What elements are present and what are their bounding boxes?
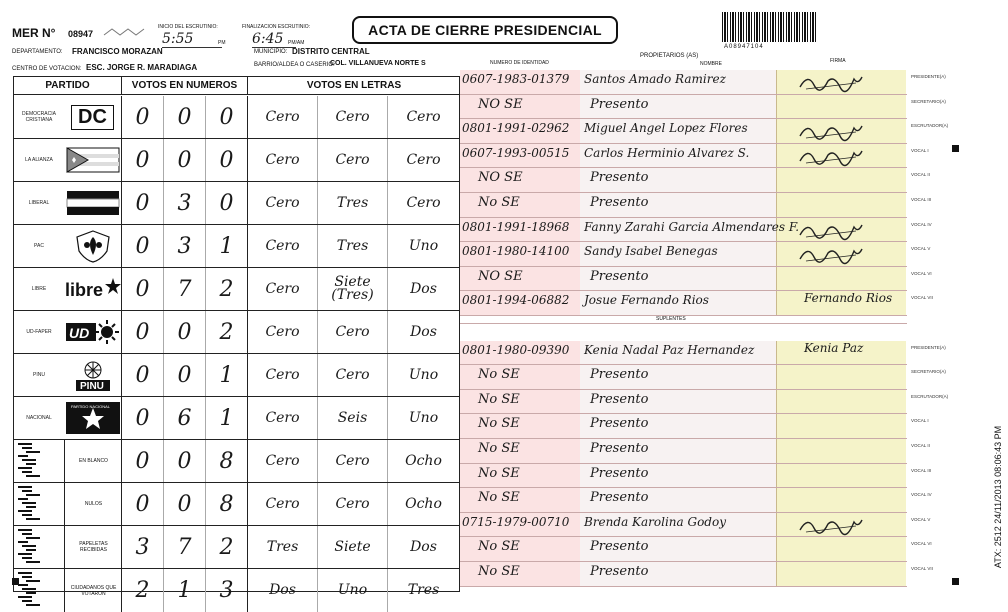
word-cell: Cero [406, 151, 441, 168]
vote-row [14, 397, 459, 440]
member-absent-note: Presento [590, 170, 649, 186]
signature-cell [776, 193, 906, 217]
word-cell: Tres [318, 182, 388, 224]
signature-icon [796, 219, 866, 246]
name-column-label: NOMBRE [700, 61, 722, 67]
registration-mark [952, 145, 959, 152]
digit-cell: 0 [122, 440, 164, 482]
digit-cell: 0 [122, 182, 164, 224]
word-cell: Dos [248, 569, 318, 612]
digit-cell: 8 [206, 440, 248, 482]
vote-table [13, 76, 460, 603]
word-cell: Cero [318, 354, 388, 396]
word-cell: Cero [406, 194, 441, 211]
end-label: FINALIZACION ESCRUTINIO: [242, 24, 311, 30]
vote-row [14, 440, 459, 483]
party-name: UD-FAPER [26, 329, 52, 335]
liberal-flag-icon [66, 188, 120, 218]
suplentes-divider [460, 316, 907, 324]
start-label: INICIO DEL ESCRUTINIO: [158, 24, 218, 30]
word-cell: Cero [318, 311, 388, 353]
member-name: Sandy Isabel Benegas [584, 244, 718, 259]
side-barcode [14, 526, 64, 568]
member-name: Carlos Herminio Alvarez S. [584, 145, 750, 160]
col-party-header: PARTIDO [14, 77, 122, 95]
member-absent-mark: No SE [478, 195, 520, 210]
word-cell: Uno [408, 409, 439, 426]
digit-cell: 2 [122, 569, 164, 612]
department-value: FRANCISCO MORAZAN [72, 47, 163, 56]
member-absent-note: Presento [590, 564, 649, 579]
signature-icon [796, 71, 866, 98]
member-role: ESCRUTADOR(A) [911, 123, 949, 129]
vote-row [14, 569, 459, 612]
digit-cell: 0 [122, 225, 164, 267]
digit-cell: 0 [206, 182, 248, 224]
word-cell: Cero [318, 483, 388, 525]
member-row [460, 439, 930, 464]
word-cell: Uno [408, 237, 439, 254]
doc-column-label: NUMERO DE IDENTIDAD [490, 60, 549, 66]
party-name: NACIONAL [26, 415, 52, 421]
digit-cell: 0 [122, 268, 164, 310]
member-role: SECRETARIO(A) [911, 369, 946, 375]
signature-cell [776, 537, 906, 561]
word-cell: Cero [318, 139, 388, 181]
special-row-label: EN BLANCO [64, 440, 122, 482]
member-absent-mark: NO SE [478, 170, 523, 186]
word-cell: Cero [248, 354, 318, 396]
pac-shield-icon [73, 229, 113, 263]
digit-cell: 6 [164, 397, 206, 439]
party-logo-icon [64, 315, 121, 349]
member-role: VOCAL IV [911, 221, 932, 227]
word-cell: Siete [318, 526, 388, 568]
signature-cell [776, 562, 906, 586]
digit-cell: 0 [206, 139, 248, 181]
svg-text:UD: UD [68, 325, 89, 341]
word-cell: Cero [248, 397, 318, 439]
word-cell: Cero [248, 182, 318, 224]
owners-column-label: PROPIETARIOS (AS) [640, 53, 699, 59]
signature-cell [776, 414, 906, 438]
vote-row [14, 526, 459, 569]
word-cell: Cero [248, 225, 318, 267]
party-logo-icon [64, 272, 121, 306]
party-name: LIBRE [31, 286, 47, 292]
party-cell [14, 397, 122, 439]
member-role: SECRETARIO(A) [911, 98, 946, 104]
member-absent-note: Presento [590, 195, 649, 210]
word-cell: Cero [248, 483, 318, 525]
member-identity: 0607-1993-00515 [462, 145, 570, 160]
word-cell: Cero [248, 440, 318, 482]
digit-cell: 0 [164, 354, 206, 396]
municipality-label: MUNICIPIO: [254, 49, 288, 55]
member-identity: 0607-1983-01379 [462, 72, 570, 86]
member-row [460, 414, 929, 439]
municipality-value: DISTRITO CENTRAL [292, 47, 370, 56]
party-logo-icon [64, 401, 121, 435]
word-cell: Tres [318, 225, 388, 267]
department-label: DEPARTAMENTO: [12, 49, 63, 55]
side-barcode [14, 440, 64, 482]
side-stamp [992, 384, 1004, 610]
word-cell: Tres [248, 526, 318, 568]
member-absent-note: Presento [590, 490, 649, 506]
digit-cell: 2 [206, 268, 248, 310]
signature-icon [796, 145, 866, 172]
end-pm: PM/AM [288, 40, 305, 46]
word-cell: Ocho [405, 452, 442, 469]
word-cell: Dos [410, 538, 437, 555]
party-name: PAC [34, 243, 44, 249]
member-row [460, 95, 946, 120]
member-role: VOCAL I [911, 147, 929, 153]
digit-cell: 2 [206, 526, 248, 568]
barcode-top [722, 12, 818, 42]
registration-mark [12, 578, 19, 585]
start-time: 5:55 [162, 31, 222, 48]
special-row-label: CIUDADANOS QUE VOTARON [64, 569, 122, 612]
party-cell [14, 569, 122, 612]
mark-box [102, 27, 150, 37]
signature-cell [776, 95, 906, 119]
member-absent-mark: No SE [478, 564, 520, 579]
party-cell [14, 526, 122, 568]
digit-cell: 1 [206, 397, 248, 439]
signature-cell [776, 464, 906, 488]
member-row [460, 562, 933, 587]
party-cell [14, 182, 122, 224]
member-name: Santos Amado Ramirez [584, 72, 726, 86]
member-row [460, 513, 931, 538]
member-name: Josue Fernando Rios [584, 293, 709, 308]
digit-cell: 0 [122, 96, 164, 138]
member-row [460, 291, 933, 316]
digit-cell: 0 [164, 483, 206, 525]
member-absent-mark: No SE [478, 391, 520, 407]
party-cell [14, 225, 122, 267]
signature-cell [776, 488, 906, 512]
member-identity: 0801-1980-14100 [462, 244, 570, 259]
digit-cell: 0 [122, 483, 164, 525]
registration-mark [952, 578, 959, 585]
member-row [460, 488, 932, 513]
digit-cell: 3 [206, 569, 248, 612]
member-absent-note: Presento [590, 367, 649, 383]
nacional-logo-text: PARTIDO NACIONAL [70, 404, 110, 409]
party-logo-icon [64, 186, 121, 220]
svg-text:libre: libre [64, 280, 103, 300]
member-role: VOCAL V [911, 246, 931, 252]
member-row [460, 390, 949, 415]
word-cell: Cero [248, 311, 318, 353]
member-row [460, 365, 946, 390]
digit-cell: 0 [164, 96, 206, 138]
party-logo-icon [64, 358, 121, 392]
word-cell: Cero [248, 268, 318, 310]
digit-cell: 0 [122, 397, 164, 439]
member-absent-mark: No SE [478, 539, 520, 555]
party-cell [14, 483, 122, 525]
member-absent-mark: No SE [478, 465, 520, 481]
member-role: VOCAL III [911, 197, 932, 202]
word-cell: Siete (Tres) [318, 268, 388, 310]
member-name: Brenda Karolina Godoy [584, 514, 726, 529]
digit-cell: 3 [122, 526, 164, 568]
digit-cell: 0 [164, 311, 206, 353]
word-cell: Cero [248, 96, 318, 138]
vote-row [14, 268, 459, 311]
center-label: CENTRO DE VOTACION: [12, 66, 82, 72]
word-cell: Uno [318, 569, 388, 612]
digit-cell: 2 [206, 311, 248, 353]
special-row-label: PAPELETAS RECIBIDAS [64, 526, 122, 568]
party-cell [14, 139, 122, 181]
member-identity: 0715-1979-00710 [462, 514, 570, 529]
member-row [460, 340, 946, 366]
side-barcode [14, 483, 64, 525]
member-row [460, 70, 946, 95]
party-cell [14, 311, 122, 353]
member-role: VOCAL II [911, 443, 930, 448]
signature-cell [776, 168, 906, 192]
word-cell: Cero [248, 139, 318, 181]
member-absent-note: Presento [590, 539, 649, 555]
member-absent-mark: No SE [478, 367, 520, 383]
party-logo-icon [64, 143, 121, 177]
member-absent-mark: No SE [478, 490, 520, 506]
digit-cell: 1 [206, 354, 248, 396]
digit-cell: 0 [206, 96, 248, 138]
pinu-logo-icon [68, 358, 118, 392]
digit-cell: 7 [164, 268, 206, 310]
vote-row [14, 311, 459, 354]
vote-row [14, 483, 459, 526]
digit-cell: 3 [164, 182, 206, 224]
start-pm: PM [218, 40, 226, 46]
member-role: VOCAL VI [911, 270, 932, 276]
signature-text: Kenia Paz [804, 340, 864, 355]
vote-row [14, 182, 459, 225]
dc-logo-text: DC [71, 105, 114, 130]
signature-icon [796, 243, 866, 270]
member-role: VOCAL VI [911, 541, 932, 547]
member-identity: 0801-1991-18968 [462, 219, 570, 234]
digit-cell: 3 [164, 225, 206, 267]
word-cell: Cero [318, 440, 388, 482]
member-row [460, 464, 932, 489]
digit-cell: 1 [206, 225, 248, 267]
party-name: LA ALIANZA [25, 157, 53, 163]
member-row [460, 119, 949, 144]
member-identity: 0801-1994-06882 [462, 293, 570, 308]
barrio-label: BARRIO/ALDEA O CASERIO: [254, 62, 335, 68]
member-row [460, 267, 932, 292]
member-role: VOCAL I [911, 418, 929, 424]
party-logo-icon [64, 100, 121, 134]
member-role: PRESIDENTE(A) [911, 344, 946, 350]
party-logo-icon [64, 229, 121, 263]
member-row [460, 218, 932, 243]
member-name: Kenia Nadal Paz Hernandez [584, 342, 755, 357]
digit-cell: 0 [164, 440, 206, 482]
ud-logo-icon [65, 317, 121, 347]
alianza-flag-icon [66, 145, 120, 175]
signature-cell [776, 267, 906, 291]
digit-cell: 0 [122, 139, 164, 181]
member-absent-note: Presento [590, 416, 649, 432]
signature-icon [796, 514, 866, 541]
member-absent-mark: No SE [478, 416, 520, 432]
member-absent-mark: NO SE [478, 96, 523, 112]
word-cell: Cero [318, 96, 388, 138]
word-cell: Uno [408, 366, 439, 383]
digit-cell: 0 [122, 311, 164, 353]
member-identity: 0801-1991-02962 [462, 121, 570, 136]
party-cell [14, 96, 122, 138]
barcode-number: A08947104 [724, 44, 764, 50]
signature-cell [776, 439, 906, 463]
members-panel [460, 70, 949, 592]
member-row [460, 193, 932, 218]
sign-column-label: FIRMA [830, 58, 846, 64]
member-absent-mark: NO SE [478, 268, 523, 284]
member-role: VOCAL V [911, 516, 931, 522]
party-name: LIBERAL [28, 200, 50, 206]
member-absent-note: Presento [590, 465, 649, 481]
party-name: PINU [33, 372, 45, 378]
center-value: ESC. JORGE R. MARADIAGA [86, 63, 198, 72]
word-cell: Dos [410, 280, 437, 297]
mer-label: MER N° [12, 26, 56, 40]
vote-row [14, 139, 459, 182]
nacional-logo-icon [65, 401, 121, 435]
member-absent-note: Presento [590, 391, 649, 407]
col-letters-header: VOTOS EN LETRAS [248, 77, 460, 95]
party-cell [14, 268, 122, 310]
member-absent-note: Presento [590, 96, 649, 112]
party-name: DEMOCRACIA CRISTIANA [22, 111, 56, 123]
word-cell: Dos [410, 323, 437, 340]
party-cell [14, 354, 122, 396]
member-role: PRESIDENTE(A) [911, 74, 946, 79]
signature-cell [776, 390, 906, 414]
member-role: VOCAL VII [911, 566, 933, 571]
digit-cell: 0 [164, 139, 206, 181]
member-role: VOCAL III [911, 467, 932, 473]
member-absent-mark: No SE [478, 441, 520, 456]
member-row [460, 537, 932, 562]
signature-icon [796, 120, 866, 147]
word-cell: Tres [407, 582, 440, 598]
side-barcode [14, 569, 64, 612]
member-role: ESCRUTADOR(A) [911, 393, 949, 399]
end-time: 6:45 [252, 31, 296, 48]
member-role: VOCAL IV [911, 492, 932, 498]
member-row [460, 144, 929, 169]
stamp-text: ATX: 2512 24/11/2013 08:06:43 PM [993, 425, 1003, 569]
member-absent-note: Presento [590, 268, 649, 284]
suplentes-label: SUPLENTES [656, 316, 686, 322]
page-title: ACTA DE CIERRE PRESIDENCIAL [352, 16, 618, 44]
svg-text:PINU: PINU [79, 381, 104, 392]
word-cell: Cero [406, 108, 441, 125]
member-identity: 0801-1980-09390 [462, 342, 570, 357]
signature-text: Fernando Rios [804, 291, 893, 306]
digit-cell: 1 [164, 569, 206, 612]
party-cell [14, 440, 122, 482]
member-name: Miguel Angel Lopez Flores [584, 121, 748, 136]
special-row-label: NULOS [64, 483, 122, 525]
mer-number: 08947 [68, 29, 94, 39]
word-cell: Ocho [405, 495, 442, 512]
member-row [460, 168, 930, 193]
member-name: Fanny Zarahi Garcia Almendares F. [584, 219, 800, 234]
libre-logo-icon [65, 274, 121, 304]
barrio-value: COL. VILLANUEVA NORTE S [330, 60, 426, 67]
member-row [460, 242, 931, 267]
vote-row [14, 96, 459, 139]
digit-cell: 8 [206, 483, 248, 525]
vote-row [14, 354, 459, 397]
member-role: VOCAL II [911, 172, 930, 178]
digit-cell: 0 [122, 354, 164, 396]
member-absent-note: Presento [590, 441, 649, 456]
member-role: VOCAL VII [911, 295, 933, 301]
word-cell: Seis [318, 397, 388, 439]
vote-row [14, 225, 459, 268]
col-numbers-header: VOTOS EN NUMEROS [122, 77, 248, 95]
signature-cell [776, 365, 906, 389]
digit-cell: 7 [164, 526, 206, 568]
